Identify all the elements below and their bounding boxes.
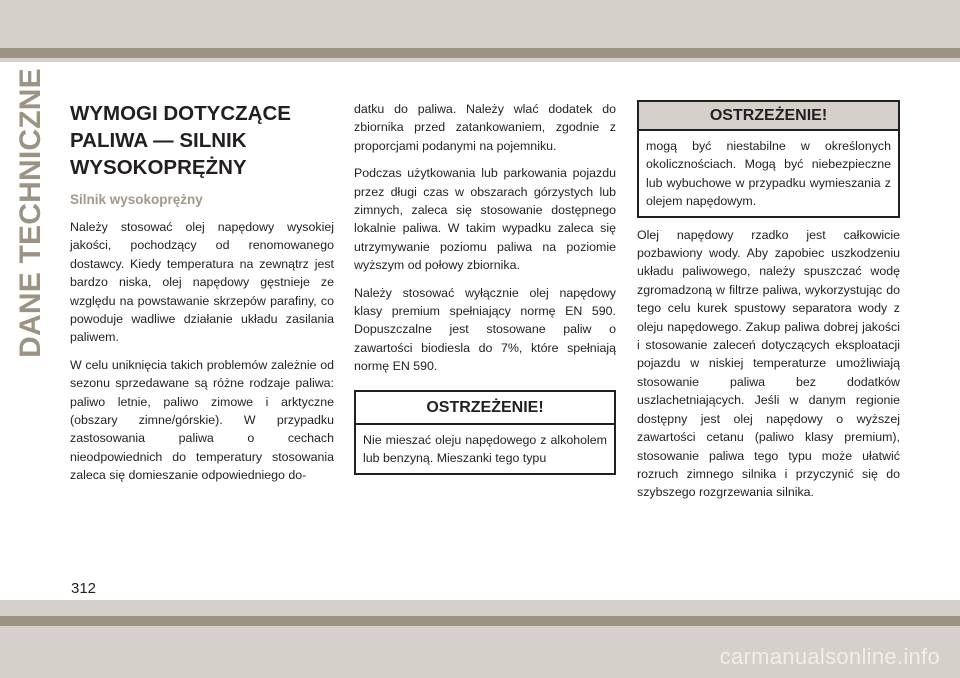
side-tab (14, 68, 48, 358)
bottom-band-stripe (0, 616, 960, 626)
paragraph: W celu uniknięcia takich problemów zależnie od sezonu sprzedawane są różne rodzaje paliwa: paliwo letnie, paliwo zimowe i arktyczne (obszary zimne/górskie). W przypadku zastosowania paliwa o cechach nieodpowiednich do temperatury stosowania zaleca się domieszanie odpowiedniego do- (70, 357, 334, 483)
paragraph: Należy stosować olej napędowy wysokiej jakości, pochodzący od renomowanego dostawcy. Kiedy temperatura na zewnątrz jest bardzo niska, olej napędowy gęstnieje ze względu na powstawanie skrzepów parafiny, co powoduje wadliwe działanie układu zasilania paliwem. (70, 220, 334, 345)
warning-box (354, 390, 616, 475)
section-title (70, 100, 334, 181)
column-1 (70, 100, 334, 494)
paragraph: Należy stosować wyłącznie olej napędowy klasy premium spełniający normę EN 590. Dopuszczalne jest stosowane paliw o zawartości biodiesla do 7%, które spełniają normę EN 590. (354, 285, 616, 374)
paragraph: Podczas użytkowania lub parkowania pojazdu przez długi czas w obszarach górzystych lub zimnych, zaleca się stosowanie dostępnego lokalnie paliwa. W takim wypadku zaleca się utrzymywanie poziomu paliwa na poziomie wyższym od połowy zbiornika. (354, 166, 616, 273)
column-2 (354, 100, 616, 483)
watermark: carmanualsonline.info (719, 644, 940, 669)
section-title-line-3: WYSOKOPRĘŻNY (70, 156, 247, 179)
side-tab-label: DANE TECHNICZNE (14, 68, 47, 358)
subtitle: Silnik wysokoprężny (70, 192, 203, 207)
warning-text: mogą być niestabilne w określonych okolicznościach. Mogą być niebezpieczne lub wybuchowe w przypadku wymieszania z olejem napędowym. (646, 139, 891, 209)
top-band (0, 0, 960, 62)
top-band-stripe (0, 48, 960, 58)
page-number: 312 (71, 580, 97, 597)
warning-title: OSTRZEŻENIE! (356, 392, 614, 425)
column-3 (637, 100, 900, 511)
warning-box-continued (637, 100, 900, 218)
paragraph: Olej napędowy rzadko jest całkowicie pozbawiony wody. Aby zapobiec uszkodzeniu układu paliwowego, należy spuszczać wodę zgromadzoną w filtrze paliwa, wykorzystując do tego celu kurek spustowy separatora wody z oleju napędowego. Zakup paliwa dobrej jakości i stosowanie zaleceń dotyczących eksploatacji pojazdu w niskiej temperaturze umożliwiają stosowanie paliwa bez dodatków uszlachetniających. Jeśli w danym regionie dostępny jest olej napędowy o wyższej zawartości cetanu (paliwo klasy premium), stosowanie paliwa tego typu może ułatwić rozruch zimnego silnika i przyczynić się do szybszego rozgrzewania silnika. (637, 227, 900, 500)
section-title-line-2: PALIWA — SILNIK (70, 129, 247, 152)
paragraph: datku do paliwa. Należy wlać dodatek do zbiornika przed zatankowaniem, zgodnie z proporcjami podanymi na pojemniku. (354, 102, 616, 153)
section-title-line-1: WYMOGI DOTYCZĄCE (70, 102, 291, 125)
warning-text: Nie mieszać oleju napędowego z alkoholem lub benzyną. Mieszanki tego typu (363, 432, 607, 466)
warning-title: OSTRZEŻENIE! (639, 102, 898, 131)
